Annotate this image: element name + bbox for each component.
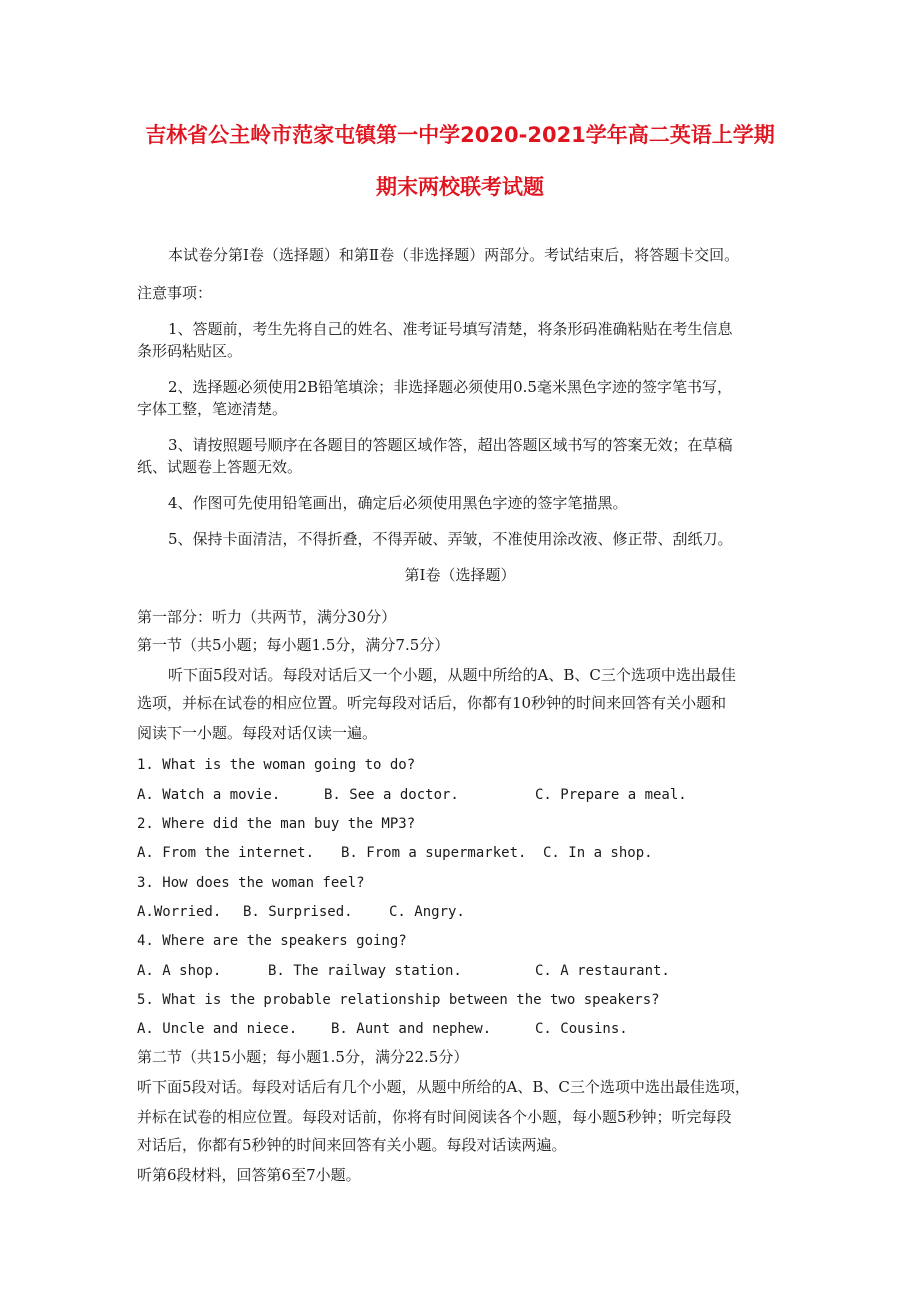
section1-instruction: 阅读下一小题。每段对话仅读一遍。 [137, 724, 378, 742]
page-title-line2: 期末两校联考试题 [376, 175, 544, 199]
option-a: A. From the internet. [137, 845, 315, 861]
option-b: B. Aunt and nephew. [331, 1021, 492, 1037]
section2-instruction: 并标在试卷的相应位置。每段对话前，你将有时间阅读各个小题，每小题5秒钟；听完每段 [137, 1108, 732, 1126]
option-a: A. Watch a movie. [137, 787, 281, 803]
notice-item-cont: 条形码粘贴区。 [137, 342, 243, 360]
question-3: 3. How does the woman feel? [137, 875, 365, 891]
option-c: C. In a shop. [543, 845, 653, 861]
option-a: A.Worried. [137, 904, 222, 920]
notice-item: 4、作图可先使用铅笔画出，确定后必须使用黑色字迹的签字笔描黑。 [168, 494, 628, 512]
notice-heading: 注意事项： [137, 284, 213, 302]
section1-instruction: 听下面5段对话。每段对话后又一个小题，从题中所给的A、B、C三个选项中选出最佳 [168, 666, 736, 684]
notice-item-cont: 字体工整，笔迹清楚。 [137, 400, 288, 418]
option-a: A. Uncle and niece. [137, 1021, 298, 1037]
notice-item-cont: 纸、试题卷上答题无效。 [137, 458, 303, 476]
notice-item: 5、保持卡面清洁，不得折叠，不得弄破、弄皱，不准使用涂改液、修正带、刮纸刀。 [168, 530, 733, 548]
page-title: 吉林省公主岭市范家屯镇第一中学2020-2021学年高二英语上学期 [145, 123, 775, 147]
option-b: B. From a supermarket. [341, 845, 527, 861]
option-b: B. Surprised. [243, 904, 353, 920]
volume1-heading: 第Ⅰ卷（选择题） [404, 566, 516, 584]
part1-heading: 第一部分：听力（共两节，满分30分） [137, 608, 397, 626]
notice-item: 2、选择题必须使用2B铅笔填涂；非选择题必须使用0.5毫米黑色字迹的签字笔书写， [168, 378, 732, 396]
option-b: B. The railway station. [268, 963, 462, 979]
material-6-heading: 听第6段材料，回答第6至7小题。 [137, 1166, 361, 1184]
section2-heading: 第二节（共15小题；每小题1.5分，满分22.5分） [137, 1048, 469, 1066]
question-2: 2. Where did the man buy the MP3? [137, 816, 416, 832]
question-5: 5. What is the probable relationship between the two speakers? [137, 992, 660, 1008]
option-b: B. See a doctor. [324, 787, 459, 803]
question-1: 1. What is the woman going to do? [137, 757, 416, 773]
option-c: C. Angry. [389, 904, 465, 920]
section1-heading: 第一节（共5小题；每小题1.5分，满分7.5分） [137, 636, 450, 654]
option-c: C. A restaurant. [535, 963, 670, 979]
section1-instruction: 选项，并标在试卷的相应位置。听完每段对话后，你都有10秒钟的时间来回答有关小题和 [137, 694, 727, 712]
option-a: A. A shop. [137, 963, 222, 979]
question-4: 4. Where are the speakers going? [137, 933, 407, 949]
section2-instruction: 对话后，你都有5秒钟的时间来回答有关小题。每段对话读两遍。 [137, 1136, 567, 1154]
option-c: C. Cousins. [535, 1021, 628, 1037]
notice-item: 1、答题前，考生先将自己的姓名、准考证号填写清楚，将条形码准确粘贴在考生信息 [168, 320, 733, 338]
notice-item: 3、请按照题号顺序在各题目的答题区域作答，超出答题区域书写的答案无效；在草稿 [168, 436, 733, 454]
intro-text: 本试卷分第Ⅰ卷（选择题）和第Ⅱ卷（非选择题）两部分。考试结束后，将答题卡交回。 [168, 246, 740, 264]
section2-instruction: 听下面5段对话。每段对话后有几个小题，从题中所给的A、B、C三个选项中选出最佳选项， [137, 1078, 750, 1096]
option-c: C. Prepare a meal. [535, 787, 687, 803]
